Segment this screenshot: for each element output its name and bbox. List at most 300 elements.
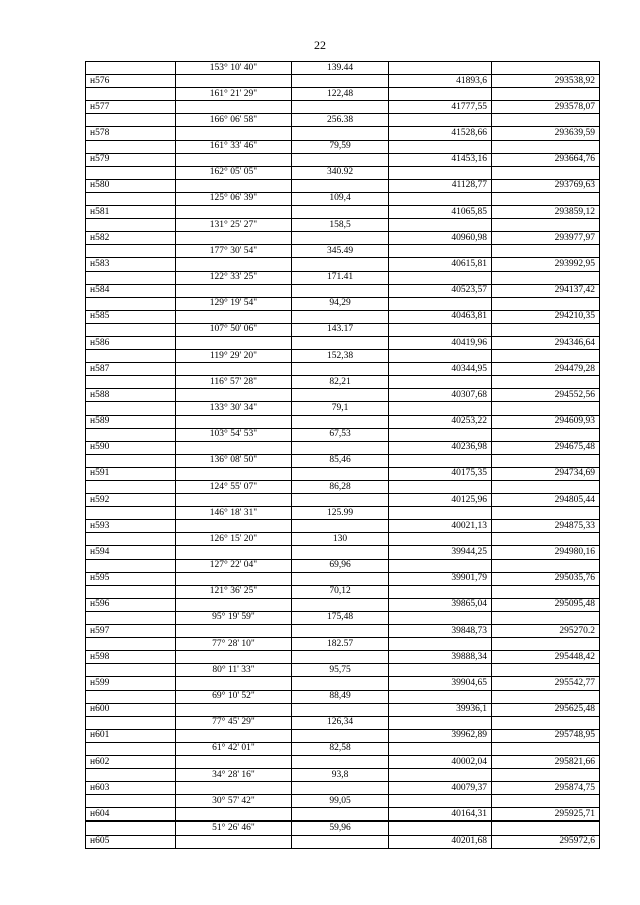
point-cell bbox=[86, 716, 176, 729]
point-id-cell: н582 bbox=[86, 232, 176, 245]
y-coordinate-cell: 294609,93 bbox=[492, 415, 600, 428]
y-coordinate-cell: 293538,92 bbox=[492, 75, 600, 88]
point-cell bbox=[86, 62, 176, 75]
y-coordinate-cell: 294805,44 bbox=[492, 494, 600, 507]
distance-cell bbox=[292, 153, 389, 166]
angle-cell bbox=[176, 232, 292, 245]
point-row bbox=[86, 572, 600, 585]
point-id-cell: н595 bbox=[86, 572, 176, 585]
y-coordinate-cell: 295625,48 bbox=[492, 703, 600, 716]
point-row bbox=[86, 703, 600, 716]
point-cell bbox=[86, 245, 176, 258]
y-coordinate-cell: 295821,66 bbox=[492, 755, 600, 768]
distance-cell: 69,96 bbox=[292, 559, 389, 572]
x-coordinate-cell: 41777,55 bbox=[389, 101, 492, 114]
angle-cell: 103° 54' 53" bbox=[176, 428, 292, 441]
point-id-cell: н599 bbox=[86, 677, 176, 690]
y-cell bbox=[492, 716, 600, 729]
x-cell bbox=[389, 192, 492, 205]
point-row bbox=[86, 729, 600, 742]
point-cell bbox=[86, 585, 176, 598]
point-row bbox=[86, 284, 600, 297]
segment-row bbox=[86, 507, 600, 520]
distance-cell: 93,8 bbox=[292, 769, 389, 782]
y-coordinate-cell: 293769,63 bbox=[492, 179, 600, 192]
distance-cell bbox=[292, 546, 389, 559]
segment-row bbox=[86, 821, 600, 835]
x-coordinate-cell: 40002,04 bbox=[389, 755, 492, 768]
point-row bbox=[86, 520, 600, 533]
point-row bbox=[86, 441, 600, 454]
distance-cell: 99,05 bbox=[292, 795, 389, 808]
distance-cell bbox=[292, 336, 389, 349]
point-id-cell: н583 bbox=[86, 258, 176, 271]
angle-cell: 162° 05' 05" bbox=[176, 166, 292, 179]
segment-row bbox=[86, 638, 600, 651]
x-cell bbox=[389, 821, 492, 835]
point-row bbox=[86, 310, 600, 323]
point-id-cell: н578 bbox=[86, 127, 176, 140]
x-coordinate-cell: 40079,37 bbox=[389, 782, 492, 795]
point-cell bbox=[86, 402, 176, 415]
y-cell bbox=[492, 114, 600, 127]
x-coordinate-cell: 40201,68 bbox=[389, 835, 492, 848]
angle-cell bbox=[176, 75, 292, 88]
angle-cell bbox=[176, 258, 292, 271]
y-cell bbox=[492, 376, 600, 389]
y-cell bbox=[492, 821, 600, 835]
distance-cell: 143.17 bbox=[292, 323, 389, 336]
y-cell bbox=[492, 507, 600, 520]
point-id-cell: н586 bbox=[86, 336, 176, 349]
point-row bbox=[86, 206, 600, 219]
point-id-cell: н576 bbox=[86, 75, 176, 88]
angle-cell: 121° 36' 25" bbox=[176, 585, 292, 598]
distance-cell: 345.49 bbox=[292, 245, 389, 258]
y-cell bbox=[492, 454, 600, 467]
segment-row bbox=[86, 559, 600, 572]
point-row bbox=[86, 336, 600, 349]
x-coordinate-cell: 39888,34 bbox=[389, 651, 492, 664]
x-cell bbox=[389, 350, 492, 363]
angle-cell: 119° 29' 20" bbox=[176, 350, 292, 363]
angle-cell: 124° 55' 07" bbox=[176, 481, 292, 494]
distance-cell bbox=[292, 310, 389, 323]
point-row bbox=[86, 835, 600, 848]
angle-cell bbox=[176, 625, 292, 638]
distance-cell: 152,38 bbox=[292, 350, 389, 363]
point-id-cell: н593 bbox=[86, 520, 176, 533]
x-cell bbox=[389, 769, 492, 782]
point-row bbox=[86, 467, 600, 480]
point-cell bbox=[86, 664, 176, 677]
distance-cell: 95,75 bbox=[292, 664, 389, 677]
x-cell bbox=[389, 140, 492, 153]
angle-cell bbox=[176, 494, 292, 507]
point-id-cell: н590 bbox=[86, 441, 176, 454]
x-cell bbox=[389, 62, 492, 75]
angle-cell bbox=[176, 310, 292, 323]
y-coordinate-cell: 295874,75 bbox=[492, 782, 600, 795]
angle-cell bbox=[176, 651, 292, 664]
y-coordinate-cell: 294137,42 bbox=[492, 284, 600, 297]
x-coordinate-cell: 41893,6 bbox=[389, 75, 492, 88]
x-cell bbox=[389, 559, 492, 572]
angle-cell: 177° 30' 54" bbox=[176, 245, 292, 258]
point-row bbox=[86, 153, 600, 166]
y-cell bbox=[492, 769, 600, 782]
distance-cell bbox=[292, 441, 389, 454]
y-cell bbox=[492, 192, 600, 205]
distance-cell: 94,29 bbox=[292, 297, 389, 310]
distance-cell bbox=[292, 494, 389, 507]
y-cell bbox=[492, 664, 600, 677]
distance-cell: 158,5 bbox=[292, 219, 389, 232]
angle-cell: 80° 11' 33" bbox=[176, 664, 292, 677]
x-coordinate-cell: 40236,98 bbox=[389, 441, 492, 454]
x-coordinate-cell: 40253,22 bbox=[389, 415, 492, 428]
distance-cell bbox=[292, 206, 389, 219]
y-cell bbox=[492, 88, 600, 101]
x-cell bbox=[389, 795, 492, 808]
y-cell bbox=[492, 481, 600, 494]
distance-cell bbox=[292, 363, 389, 376]
point-row bbox=[86, 782, 600, 795]
angle-cell: 153° 10' 40" bbox=[176, 62, 292, 75]
y-coordinate-cell: 294210,35 bbox=[492, 310, 600, 323]
segment-row bbox=[86, 716, 600, 729]
segment-row bbox=[86, 454, 600, 467]
point-id-cell: н591 bbox=[86, 467, 176, 480]
y-coordinate-cell: 293977,97 bbox=[492, 232, 600, 245]
x-coordinate-cell: 40419,96 bbox=[389, 336, 492, 349]
angle-cell: 30° 57' 42" bbox=[176, 795, 292, 808]
point-id-cell: н603 bbox=[86, 782, 176, 795]
segment-row bbox=[86, 192, 600, 205]
x-coordinate-cell: 41453,16 bbox=[389, 153, 492, 166]
distance-cell: 67,53 bbox=[292, 428, 389, 441]
x-cell bbox=[389, 166, 492, 179]
angle-cell: 133° 30' 34" bbox=[176, 402, 292, 415]
segment-row bbox=[86, 245, 600, 258]
segment-row bbox=[86, 585, 600, 598]
point-row bbox=[86, 232, 600, 245]
y-cell bbox=[492, 140, 600, 153]
angle-cell bbox=[176, 520, 292, 533]
x-cell bbox=[389, 297, 492, 310]
point-id-cell: н594 bbox=[86, 546, 176, 559]
point-cell bbox=[86, 533, 176, 546]
y-coordinate-cell: 295542,77 bbox=[492, 677, 600, 690]
y-coordinate-cell: 293664,76 bbox=[492, 153, 600, 166]
angle-cell bbox=[176, 153, 292, 166]
point-row bbox=[86, 677, 600, 690]
angle-cell bbox=[176, 703, 292, 716]
angle-cell: 126° 15' 20" bbox=[176, 533, 292, 546]
segment-row bbox=[86, 402, 600, 415]
y-cell bbox=[492, 323, 600, 336]
point-row bbox=[86, 808, 600, 822]
x-cell bbox=[389, 245, 492, 258]
y-cell bbox=[492, 271, 600, 284]
point-id-cell: н579 bbox=[86, 153, 176, 166]
segment-row bbox=[86, 664, 600, 677]
x-cell bbox=[389, 114, 492, 127]
segment-row bbox=[86, 611, 600, 624]
distance-cell: 126,34 bbox=[292, 716, 389, 729]
distance-cell: 59,96 bbox=[292, 821, 389, 835]
angle-cell bbox=[176, 835, 292, 848]
y-coordinate-cell: 295748,95 bbox=[492, 729, 600, 742]
distance-cell: 85,46 bbox=[292, 454, 389, 467]
x-cell bbox=[389, 638, 492, 651]
distance-cell bbox=[292, 651, 389, 664]
segment-row bbox=[86, 297, 600, 310]
y-cell bbox=[492, 350, 600, 363]
point-row bbox=[86, 651, 600, 664]
y-coordinate-cell: 295448,42 bbox=[492, 651, 600, 664]
y-cell bbox=[492, 638, 600, 651]
point-cell bbox=[86, 454, 176, 467]
angle-cell bbox=[176, 755, 292, 768]
point-row bbox=[86, 258, 600, 271]
distance-cell: 175,48 bbox=[292, 611, 389, 624]
point-cell bbox=[86, 638, 176, 651]
segment-row bbox=[86, 350, 600, 363]
segment-row bbox=[86, 690, 600, 703]
angle-cell: 69° 10' 52" bbox=[176, 690, 292, 703]
point-row bbox=[86, 75, 600, 88]
segment-row bbox=[86, 88, 600, 101]
distance-cell: 82,58 bbox=[292, 742, 389, 755]
distance-cell: 109,4 bbox=[292, 192, 389, 205]
point-cell bbox=[86, 769, 176, 782]
point-id-cell: н588 bbox=[86, 389, 176, 402]
point-id-cell: н592 bbox=[86, 494, 176, 507]
angle-cell: 77° 28' 10" bbox=[176, 638, 292, 651]
point-cell bbox=[86, 88, 176, 101]
y-coordinate-cell: 294734,69 bbox=[492, 467, 600, 480]
x-cell bbox=[389, 323, 492, 336]
distance-cell bbox=[292, 835, 389, 848]
point-row bbox=[86, 415, 600, 428]
angle-cell bbox=[176, 284, 292, 297]
distance-cell: 139.44 bbox=[292, 62, 389, 75]
point-id-cell: н587 bbox=[86, 363, 176, 376]
point-id-cell: н580 bbox=[86, 179, 176, 192]
angle-cell: 136° 08' 50" bbox=[176, 454, 292, 467]
point-id-cell: н598 bbox=[86, 651, 176, 664]
x-coordinate-cell: 41528,66 bbox=[389, 127, 492, 140]
x-cell bbox=[389, 376, 492, 389]
point-row bbox=[86, 179, 600, 192]
point-id-cell: н600 bbox=[86, 703, 176, 716]
point-id-cell: н597 bbox=[86, 625, 176, 638]
angle-cell bbox=[176, 389, 292, 402]
angle-cell bbox=[176, 467, 292, 480]
angle-cell: 107° 50' 06" bbox=[176, 323, 292, 336]
angle-cell bbox=[176, 363, 292, 376]
angle-cell: 166° 06' 58" bbox=[176, 114, 292, 127]
angle-cell bbox=[176, 729, 292, 742]
point-cell bbox=[86, 219, 176, 232]
distance-cell: 88,49 bbox=[292, 690, 389, 703]
angle-cell: 131° 25' 27" bbox=[176, 219, 292, 232]
angle-cell: 116° 57' 28" bbox=[176, 376, 292, 389]
point-row bbox=[86, 101, 600, 114]
segment-row bbox=[86, 271, 600, 284]
segment-row bbox=[86, 742, 600, 755]
point-cell bbox=[86, 140, 176, 153]
distance-cell bbox=[292, 75, 389, 88]
segment-row bbox=[86, 114, 600, 127]
point-row bbox=[86, 546, 600, 559]
distance-cell bbox=[292, 258, 389, 271]
x-coordinate-cell: 40164,31 bbox=[389, 808, 492, 822]
point-cell bbox=[86, 428, 176, 441]
point-cell bbox=[86, 611, 176, 624]
y-cell bbox=[492, 402, 600, 415]
x-coordinate-cell: 41065,85 bbox=[389, 206, 492, 219]
segment-row bbox=[86, 140, 600, 153]
distance-cell: 171.41 bbox=[292, 271, 389, 284]
y-coordinate-cell: 294875,33 bbox=[492, 520, 600, 533]
angle-cell: 122° 33' 25" bbox=[176, 271, 292, 284]
point-cell bbox=[86, 795, 176, 808]
angle-cell: 161° 21' 29" bbox=[176, 88, 292, 101]
x-coordinate-cell: 40125,96 bbox=[389, 494, 492, 507]
y-coordinate-cell: 294675,48 bbox=[492, 441, 600, 454]
point-cell bbox=[86, 376, 176, 389]
segment-row bbox=[86, 533, 600, 546]
point-row bbox=[86, 598, 600, 611]
x-cell bbox=[389, 585, 492, 598]
x-cell bbox=[389, 428, 492, 441]
x-cell bbox=[389, 664, 492, 677]
x-cell bbox=[389, 611, 492, 624]
x-cell bbox=[389, 402, 492, 415]
x-coordinate-cell: 39865,04 bbox=[389, 598, 492, 611]
point-cell bbox=[86, 350, 176, 363]
segment-row bbox=[86, 795, 600, 808]
segment-row bbox=[86, 219, 600, 232]
y-coordinate-cell: 295035,76 bbox=[492, 572, 600, 585]
segment-row bbox=[86, 481, 600, 494]
point-cell bbox=[86, 559, 176, 572]
distance-cell bbox=[292, 729, 389, 742]
point-cell bbox=[86, 821, 176, 835]
point-cell bbox=[86, 297, 176, 310]
distance-cell bbox=[292, 703, 389, 716]
y-cell bbox=[492, 795, 600, 808]
y-coordinate-cell: 295095,48 bbox=[492, 598, 600, 611]
segment-row bbox=[86, 769, 600, 782]
x-coordinate-cell: 40960,98 bbox=[389, 232, 492, 245]
y-coordinate-cell: 294980,16 bbox=[492, 546, 600, 559]
x-cell bbox=[389, 271, 492, 284]
angle-cell bbox=[176, 127, 292, 140]
angle-cell bbox=[176, 677, 292, 690]
point-cell bbox=[86, 507, 176, 520]
distance-cell: 122,48 bbox=[292, 88, 389, 101]
y-coordinate-cell: 294552,56 bbox=[492, 389, 600, 402]
distance-cell bbox=[292, 415, 389, 428]
x-coordinate-cell: 39901,79 bbox=[389, 572, 492, 585]
y-cell bbox=[492, 245, 600, 258]
page-number: 22 bbox=[314, 38, 326, 52]
distance-cell: 79,59 bbox=[292, 140, 389, 153]
y-cell bbox=[492, 166, 600, 179]
distance-cell bbox=[292, 467, 389, 480]
angle-cell bbox=[176, 546, 292, 559]
angle-cell: 61° 42' 01" bbox=[176, 742, 292, 755]
point-cell bbox=[86, 742, 176, 755]
angle-cell bbox=[176, 101, 292, 114]
distance-cell: 125.99 bbox=[292, 507, 389, 520]
y-coordinate-cell: 294479,28 bbox=[492, 363, 600, 376]
y-coordinate-cell: 293859,12 bbox=[492, 206, 600, 219]
angle-cell: 127° 22' 04" bbox=[176, 559, 292, 572]
x-coordinate-cell: 39962,89 bbox=[389, 729, 492, 742]
y-cell bbox=[492, 297, 600, 310]
distance-cell: 79,1 bbox=[292, 402, 389, 415]
y-cell bbox=[492, 533, 600, 546]
point-cell bbox=[86, 690, 176, 703]
angle-cell bbox=[176, 808, 292, 822]
point-cell bbox=[86, 481, 176, 494]
distance-cell: 70,12 bbox=[292, 585, 389, 598]
x-cell bbox=[389, 716, 492, 729]
angle-cell: 77° 45' 29" bbox=[176, 716, 292, 729]
y-cell bbox=[492, 690, 600, 703]
y-cell bbox=[492, 585, 600, 598]
point-id-cell: н577 bbox=[86, 101, 176, 114]
distance-cell: 86,28 bbox=[292, 481, 389, 494]
x-coordinate-cell: 40615,81 bbox=[389, 258, 492, 271]
distance-cell bbox=[292, 598, 389, 611]
angle-cell bbox=[176, 572, 292, 585]
angle-cell: 51° 26' 46" bbox=[176, 821, 292, 835]
distance-cell: 182.57 bbox=[292, 638, 389, 651]
angle-cell bbox=[176, 336, 292, 349]
angle-cell bbox=[176, 206, 292, 219]
x-cell bbox=[389, 507, 492, 520]
y-coordinate-cell: 294346,64 bbox=[492, 336, 600, 349]
point-cell bbox=[86, 271, 176, 284]
y-coordinate-cell: 295972,6 bbox=[492, 835, 600, 848]
coordinates-table-body bbox=[86, 62, 600, 849]
x-coordinate-cell: 39936,1 bbox=[389, 703, 492, 716]
x-coordinate-cell: 41128,77 bbox=[389, 179, 492, 192]
point-id-cell: н584 bbox=[86, 284, 176, 297]
point-id-cell: н589 bbox=[86, 415, 176, 428]
point-cell bbox=[86, 323, 176, 336]
segment-row bbox=[86, 62, 600, 75]
x-coordinate-cell: 40021,13 bbox=[389, 520, 492, 533]
x-cell bbox=[389, 533, 492, 546]
y-coordinate-cell: 293578,07 bbox=[492, 101, 600, 114]
x-coordinate-cell: 40523,57 bbox=[389, 284, 492, 297]
angle-cell: 146° 18' 31" bbox=[176, 507, 292, 520]
angle-cell bbox=[176, 179, 292, 192]
point-row bbox=[86, 127, 600, 140]
segment-row bbox=[86, 428, 600, 441]
x-cell bbox=[389, 88, 492, 101]
distance-cell: 82,21 bbox=[292, 376, 389, 389]
angle-cell: 125° 06' 39" bbox=[176, 192, 292, 205]
y-cell bbox=[492, 428, 600, 441]
point-id-cell: н585 bbox=[86, 310, 176, 323]
